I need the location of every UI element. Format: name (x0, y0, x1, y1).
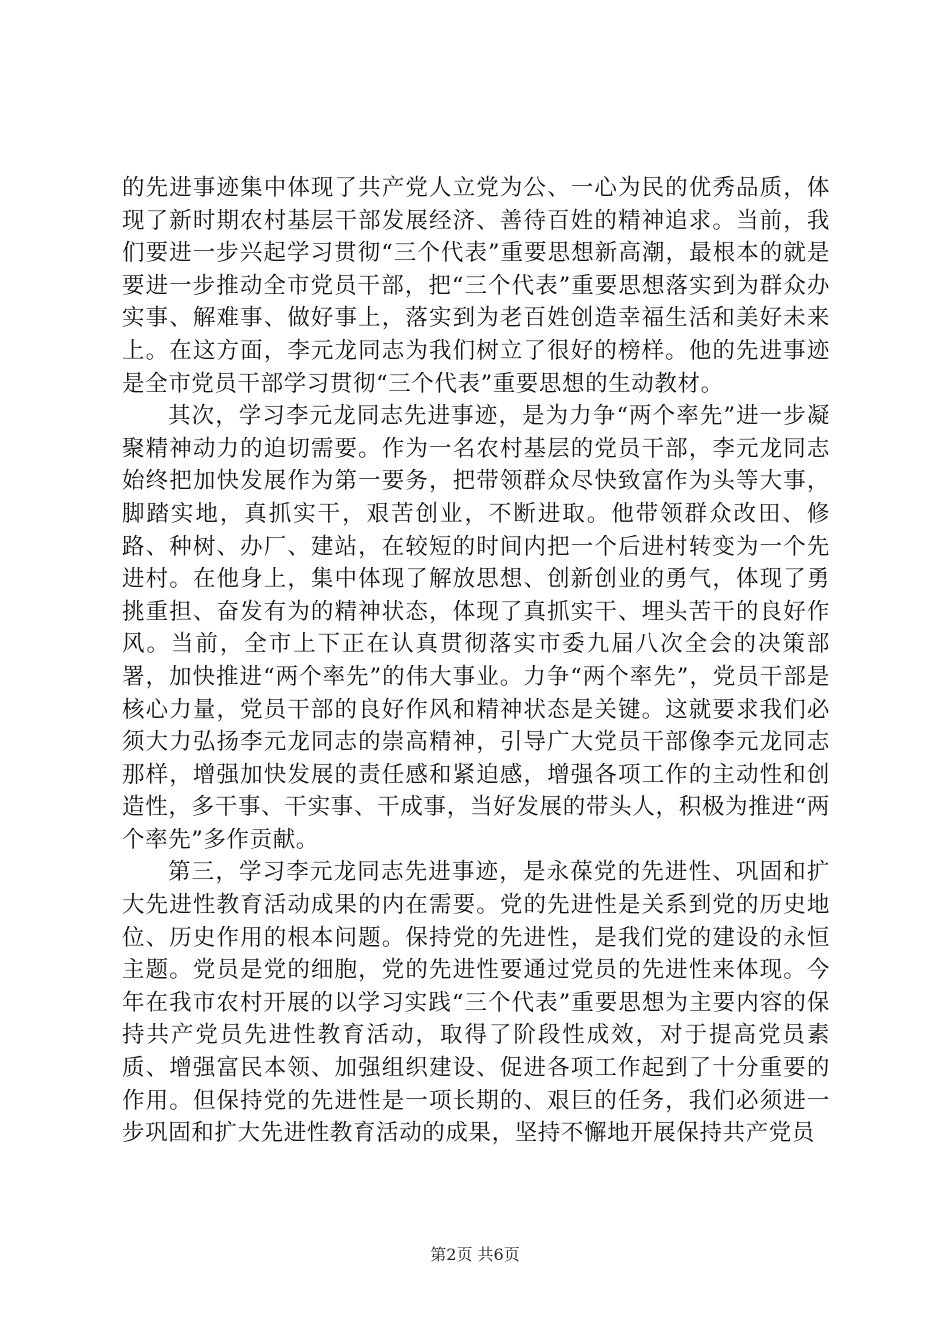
page-number-footer: 第2页 共6页 (430, 1245, 520, 1264)
document-body (122, 172, 830, 1150)
paragraph-2: 其次，学习李元龙同志先进事迹，是为力争“两个率先”进一步凝聚精神动力的迫切需要。作为一名农村基层的党员干部，李元龙同志始终把加快发展作为第一要务，把带领群众尽快致富作为头等大事，脚踏实地，真抓实干，艰苦创业，不断进取。他带领群众改田、修路、种树、办厂、建站，在较短的时间内把一个后进村转变为一个先进村。在他身上，集中体现了解放思想、创新创业的勇气，体现了勇挑重担、奋发有为的精神状态，体现了真抓实干、埋头苦干的良好作风。当前，全市上下正在认真贯彻落实市委九届八次全会的决策部署，加快推进“两个率先”的伟大事业。力争“两个率先”，党员干部是核心力量，党员干部的良好作风和精神状态是关键。这就要求我们必须大力弘扬李元龙同志的崇高精神，引导广大党员干部像李元龙同志那样，增强加快发展的责任感和紧迫感，增强各项工作的主动性和创造性，多干事、干实事、干成事，当好发展的带头人，积极为推进“两个率先”多作贡献。 (122, 403, 830, 853)
paragraph-1: 的先进事迹集中体现了共产党人立党为公、一心为民的优秀品质，体现了新时期农村基层干部发展经济、善待百姓的精神追求。当前，我们要进一步兴起学习贯彻“三个代表”重要思想新高潮，最根本的就是要进一步推动全市党员干部，把“三个代表”重要思想落实到为群众办实事、解难事、做好事上，落实到为老百姓创造幸福生活和美好未来上。在这方面，李元龙同志为我们树立了很好的榜样。他的先进事迹是全市党员干部学习贯彻“三个代表”重要思想的生动教材。 (122, 175, 830, 397)
paragraph-3: 第三，学习李元龙同志先进事迹，是永葆党的先进性、巩固和扩大先进性教育活动成果的内在需要。党的先进性是关系到党的历史地位、历史作用的根本问题。保持党的先进性，是我们党的建设的永恒主题。党员是党的细胞，党的先进性要通过党员的先进性来体现。今年在我市农村开展的以学习实践“三个代表”重要思想为主要内容的保持共产党员先进性教育活动，取得了阶段性成效，对于提高党员素质、增强富民本领、加强组织建设、促进各项工作起到了十分重要的作用。但保持党的先进性是一项长期的、艰巨的任务，我们必须进一步巩固和扩大先进性教育活动的成果，坚持不懈地开展保持共产党员 (122, 859, 830, 1147)
